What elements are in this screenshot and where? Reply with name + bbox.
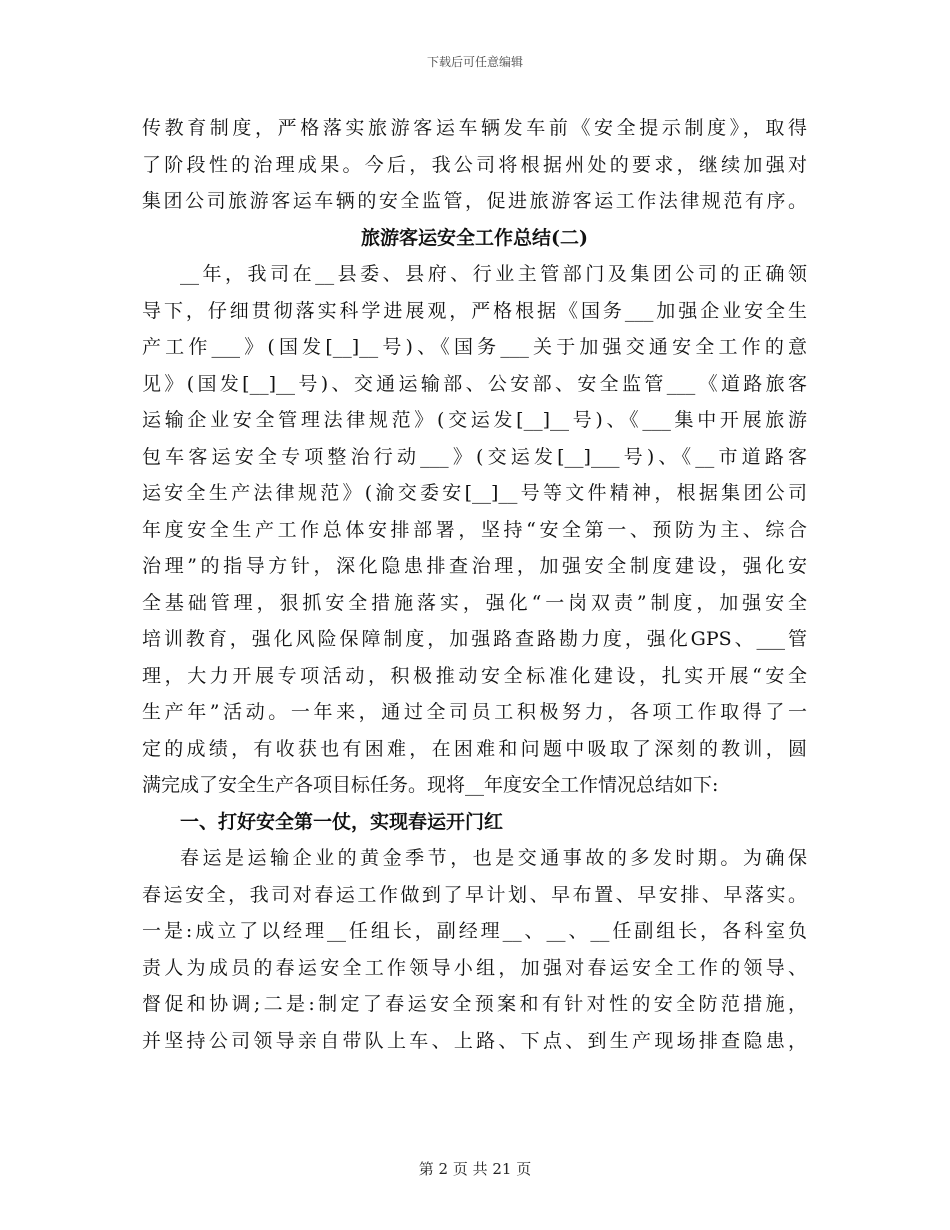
paragraph-line: 产工作___》(国发[__]__号)、《国务___关于加强交通安全工作的意 — [142, 336, 807, 358]
paragraph-line: 满完成了安全生产各项目标任务。现将__年度安全工作情况总结如下: — [142, 774, 719, 796]
paragraph-line: 春运安全，我司对春运工作做到了早计划、早布置、早安排、早落实。 — [142, 883, 807, 906]
paragraph-line: 一是:成立了以经理__任组长，副经理__、__、__任副组长，各科室负 — [142, 920, 807, 942]
paragraph-line: 包车客运安全专项整治行动___》(交运发[__]___号)、《__市道路客 — [142, 445, 807, 468]
paragraph-line: 治理”的指导方针，深化隐患排查治理，加强安全制度建设，强化安 — [142, 555, 807, 577]
paragraph-line: 运安全生产法律规范》(渝交委安[__]__号等文件精神，根据集团公司 — [142, 482, 807, 504]
paragraph-line: 生产年”活动。一年来，通过全司员工积极努力，各项工作取得了一 — [142, 701, 807, 723]
page-number-footer: 第 2 页 共 21 页 — [418, 1160, 532, 1178]
paragraph-line: 年度安全生产工作总体安排部署，坚持“安全第一、预防为主、综合 — [142, 518, 807, 541]
paragraph-line: 理，大力开展专项活动，积极推动安全标准化建设，扎实开展“安全 — [142, 664, 807, 687]
paragraph-line: 春运是运输企业的黄金季节，也是交通事故的多发时期。为确保 — [180, 847, 807, 869]
intro-line: 传教育制度，严格落实旅游客运车辆发车前《安全提示制度》，取得 — [142, 117, 807, 139]
document-body — [142, 110, 807, 1059]
paragraph-line: 责人为成员的春运安全工作领导小组，加强对春运安全工作的领导、 — [142, 956, 807, 979]
paragraph-line: 全基础管理，狠抓安全措施落实，强化“一岗双责”制度，加强安全 — [142, 591, 807, 614]
paragraph-line: __年，我司在__县委、县府、行业主管部门及集团公司的正确领 — [180, 263, 807, 285]
paragraph-line: 运输企业安全管理法律规范》(交运发[__]__号)、《___集中开展旅游 — [142, 409, 807, 431]
intro-line: 集团公司旅游客运车辆的安全监管，促进旅游客运工作法律规范有序。 — [142, 190, 807, 212]
paragraph-line: 定的成绩，有收获也有困难，在困难和问题中吸取了深刻的教训，圆 — [142, 737, 807, 760]
section-heading: 一、打好安全第一仗，实现春运开门红 — [180, 810, 504, 833]
paragraph-line: 导下，仔细贯彻落实科学进展观，严格根据《国务___加强企业安全生 — [142, 299, 807, 322]
paragraph-line: 培训教育，强化风险保障制度，加强路查路勘力度，强化GPS、___管 — [142, 628, 807, 650]
paragraph-line: 督促和协调;二是:制定了春运安全预案和有针对性的安全防范措施， — [142, 993, 807, 1015]
intro-line: 了阶段性的治理成果。今后，我公司将根据州处的要求，继续加强对 — [142, 153, 807, 176]
page-header-note: 下载后可任意编辑 — [426, 55, 523, 69]
section-title: 旅游客运安全工作总结(二) — [361, 226, 588, 249]
paragraph-line: 见》(国发[__]__号)、交通运输部、公安部、安全监管___《道路旅客 — [142, 372, 807, 395]
paragraph-line: 并坚持公司领导亲自带队上车、上路、下点、到生产现场排查隐患， — [142, 1029, 807, 1052]
